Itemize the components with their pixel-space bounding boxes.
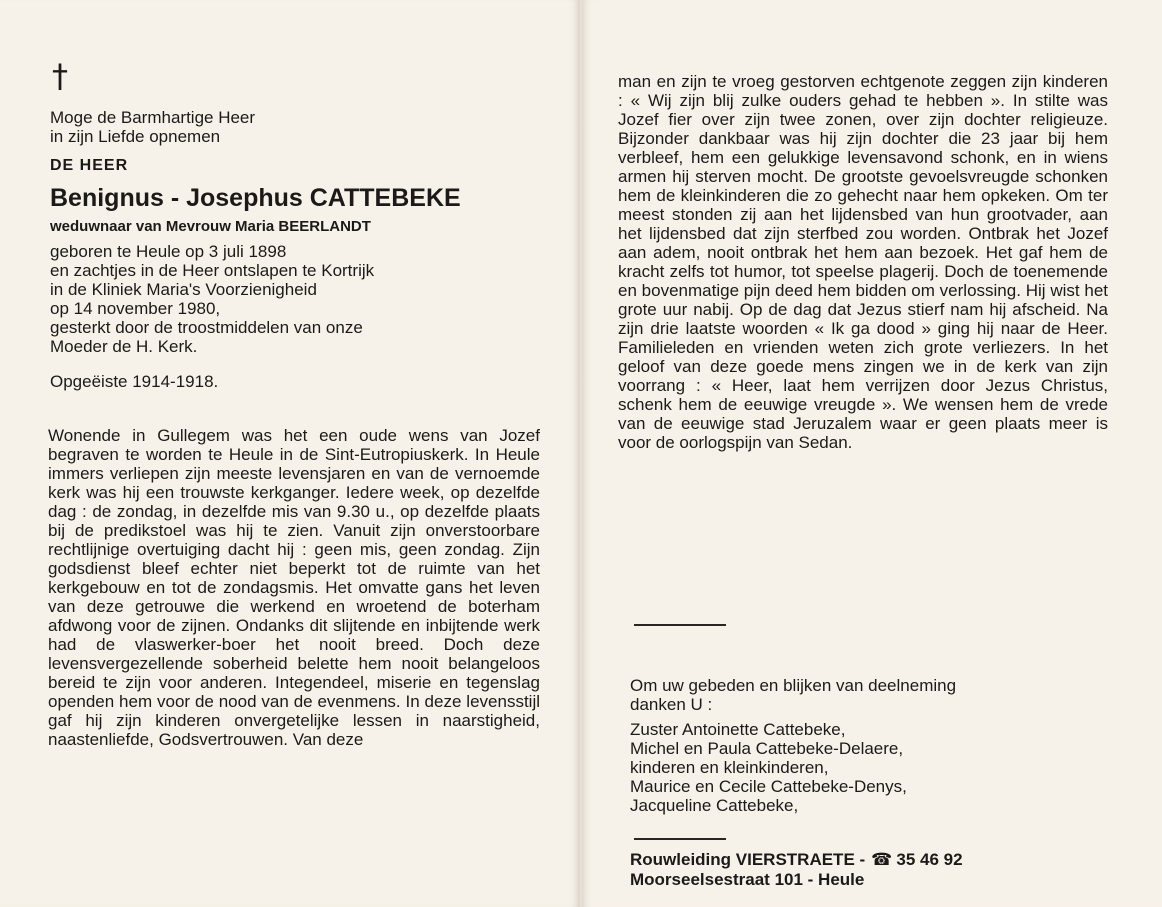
life-story-part-1: Wonende in Gullegem was het een oude wens van Jozef begraven te worden te Heule in de Sint-Eutropiuskerk. In Heule immers verliepen zijn meeste levensjaren en van de vernoemde kerk was hij een trouwste kerkganger. Iedere week, op dezelfde dag : de zondag, in dezelfde mis van 9.30 u., op dezelfde plaats bij de predikstoel was hij te zien. Vanuit zijn onverstoorbare rechtlijnige overtuiging dacht hij : geen mis, geen zondag. Zijn godsdienst bleef echter niet beperkt tot de ruimte van het kerkgebouw en tot de zondagsmis. Het omvatte gans het leven van deze getrouwe die werkend en wroetend de boterham afdwong voor de zijnen. Ondanks dit slijtende en inbijtende werk had de vlaswerker-boer het nooit breed. Doch deze levensvergezellende soberheid belette hem nooit belangeloos bereid te zijn voor anderen. Integendeel, miserie en tegenslag openden hem voor de nood van de evenmens. In deze levensstijl gaf hij zijn kinderen onvergetelijke lessen in naarstigheid, naastenliefde, Godsvertrouwen. Van deze: [48, 426, 540, 749]
right-page: [582, 0, 1162, 907]
info-line: gesterkt door de troostmiddelen van onze: [50, 318, 363, 337]
undertaker-name: Rouwleiding VIERSTRAETE -: [630, 850, 866, 869]
thanks-line: danken U :: [630, 695, 713, 714]
info-line: op 14 november 1980,: [50, 299, 221, 318]
telephone-icon: ☎: [871, 850, 893, 870]
cross-icon: †: [52, 57, 68, 95]
info-line: geboren te Heule op 3 juli 1898: [50, 242, 287, 261]
divider: [634, 838, 726, 840]
prayer-text: [50, 108, 450, 146]
thanks-section: [630, 676, 1050, 815]
undertaker-info: [630, 850, 963, 890]
deceased-name: Benignus - Josephus CATTEBEKE: [50, 184, 461, 212]
info-line: Moeder de H. Kerk.: [50, 337, 198, 356]
left-page: [0, 0, 580, 907]
prayer-line: in zijn Liefde opnemen: [50, 127, 221, 146]
thanks-intro: [630, 676, 1050, 714]
widow-of: weduwnaar van Mevrouw Maria BEERLANDT: [50, 218, 371, 235]
title-de-heer: DE HEER: [50, 157, 129, 174]
veteran-note: Opgeëiste 1914-1918.: [50, 372, 219, 391]
thanks-line: Om uw gebeden en blijken van deelneming: [630, 676, 957, 695]
divider: [634, 624, 726, 626]
family-member: Maurice en Cecile Cattebeke-Denys,: [630, 777, 907, 796]
info-line: en zachtjes in de Heer ontslapen te Kortrijk: [50, 261, 375, 280]
family-member: Zuster Antoinette Cattebeke,: [630, 720, 846, 739]
undertaker-address: Moorseelsestraat 101 - Heule: [630, 870, 865, 889]
family-member: Michel en Paula Cattebeke-Delaere,: [630, 739, 904, 758]
prayer-line: Moge de Barmhartige Heer: [50, 108, 256, 127]
birth-death-info: [50, 242, 470, 356]
phone-number: 35 46 92: [896, 850, 963, 869]
family-member: kinderen en kleinkinderen,: [630, 758, 829, 777]
life-story-part-2: man en zijn te vroeg gestorven echtgenote zeggen zijn kinderen : « Wij zijn blij zulke ouders gehad te hebben ». In stilte was Jozef fier over zijn twee zonen, over zijn dochter religieuze. Bijzonder dankbaar was hij zijn dochter die 23 jaar bij hem verbleef, hem een gelukkige levensavond schonk, en in wiens armen hij sterven mocht. De grootste gevoelsvreugde schonken hem de kleinkinderen die zo gehecht naar hem opkeken. Om ter meest stonden zij aan het lijdensbed van hun grootvader, aan het lijdensbed dat zijn sterfbed zou worden. Ontbrak het Jozef aan adem, nooit ontbrak het hem aan bezoek. Het gaf hem de kracht zelfs tot humor, tot speelse plagerij. Doch de toenemende en bovenmatige pijn deed hem bidden om verlossing. Hij wist het grote uur nabij. Op de dag dat Jezus stierf nam hij afscheid. Na zijn drie laatste woorden « Ik ga dood » ging hij naar de Heer. Familieleden en vrienden weten zich grote verliezers. In het geloof van deze goede mens zingen we in de kerk van zijn voorrang : « Heer, laat hem verrijzen door Jezus Christus, schenk hem de eeuwige vreugde ». We wensen hem de vrede van de eeuwige stad Jeruzalem waar er geen plaats meer is voor de oorlogspijn van Sedan.: [618, 72, 1108, 452]
family-member: Jacqueline Cattebeke,: [630, 796, 799, 815]
info-line: in de Kliniek Maria's Voorzienigheid: [50, 280, 317, 299]
